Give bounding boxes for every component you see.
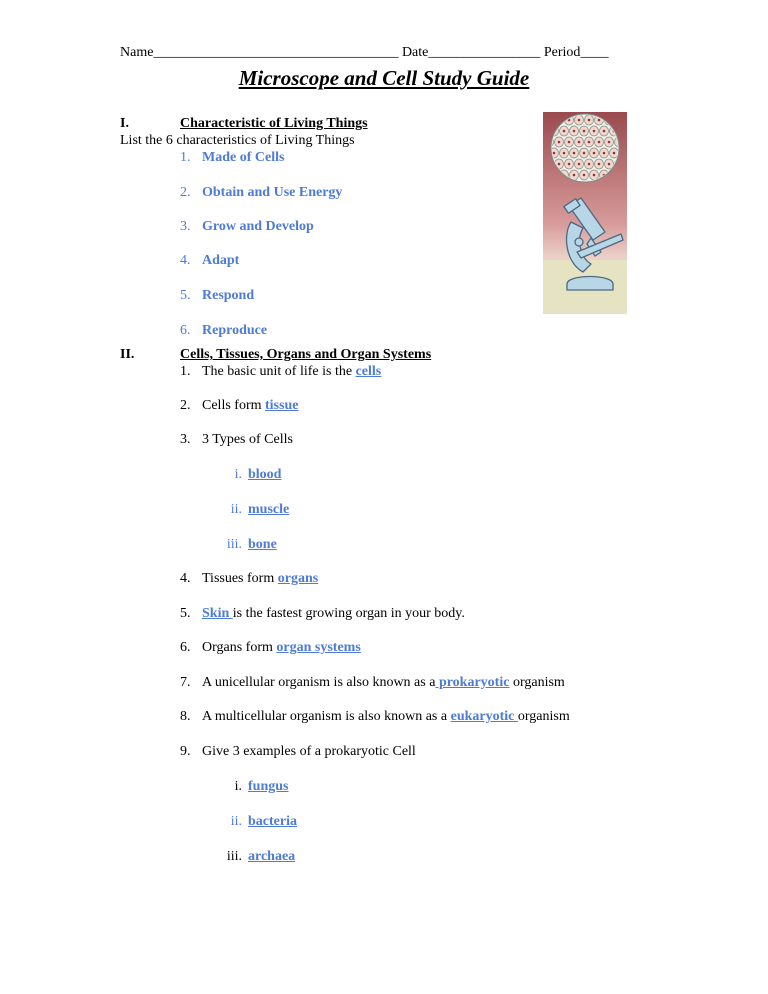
list-item: 4. Adapt: [180, 253, 240, 268]
page-title: Microscope and Cell Study Guide: [238, 66, 530, 90]
list-item: 2. Obtain and Use Energy: [180, 185, 343, 200]
list-item: 5. Respond: [180, 288, 255, 303]
question-1: 1. The basic unit of life is the cells: [180, 364, 382, 379]
answer: eukaryotic: [450, 709, 518, 724]
question-5: 5. Skin is the fastest growing organ in your body.: [180, 606, 465, 621]
sub-item: i. fungus: [234, 779, 289, 794]
answer: bone: [248, 537, 277, 552]
list-item: 6. Reproduce: [180, 323, 268, 338]
microscope-with-cells-icon: [543, 112, 627, 314]
answer: Skin: [202, 606, 233, 621]
question-9: 9. Give 3 examples of a prokaryotic Cell: [180, 744, 416, 759]
question-6: 6. Organs form organ systems: [180, 640, 361, 655]
answer: fungus: [248, 779, 289, 794]
answer: prokaryotic: [435, 675, 510, 690]
answer: muscle: [248, 502, 290, 517]
question-2: 2. Cells form tissue: [180, 398, 299, 413]
header-line: [120, 45, 608, 61]
sub-item: ii. bacteria: [230, 814, 297, 829]
list-item: 3. Grow and Develop: [180, 219, 314, 234]
answer: tissue: [265, 398, 299, 413]
sub-item: iii. bone: [226, 537, 277, 552]
list-item: 1. Made of Cells: [180, 150, 285, 165]
sub-item: ii. muscle: [230, 502, 290, 517]
answer: blood: [248, 467, 282, 482]
answer: archaea: [248, 849, 296, 864]
section1-heading: Characteristic of Living Things: [180, 116, 368, 131]
answer: organs: [277, 571, 319, 586]
date-label: Date: [401, 45, 429, 60]
answer: cells: [355, 364, 382, 379]
section2-heading: Cells, Tissues, Organs and Organ Systems: [180, 347, 432, 362]
name-label: Name: [120, 45, 154, 60]
question-8: 8. A multicellular organism is also known as a eukaryotic organism: [180, 709, 570, 724]
period-blank: ____: [580, 45, 609, 60]
question-4: 4. Tissues form organs: [180, 571, 319, 586]
section1-numeral: I.: [120, 116, 129, 131]
answer: organ systems: [276, 640, 361, 655]
date-blank: ________________: [428, 45, 541, 60]
section1-prompt: List the 6 characteristics of Living Things: [120, 133, 355, 148]
name-blank: ___________________________________: [153, 45, 399, 60]
period-label: Period: [543, 45, 581, 60]
sub-item: iii. archaea: [226, 849, 296, 864]
question-3: 3. 3 Types of Cells: [180, 432, 293, 447]
sub-item: i. blood: [234, 467, 282, 482]
section2-numeral: II.: [120, 347, 135, 362]
answer: bacteria: [248, 814, 297, 829]
question-7: 7. A unicellular organism is also known as a prokaryotic organism: [180, 675, 565, 690]
